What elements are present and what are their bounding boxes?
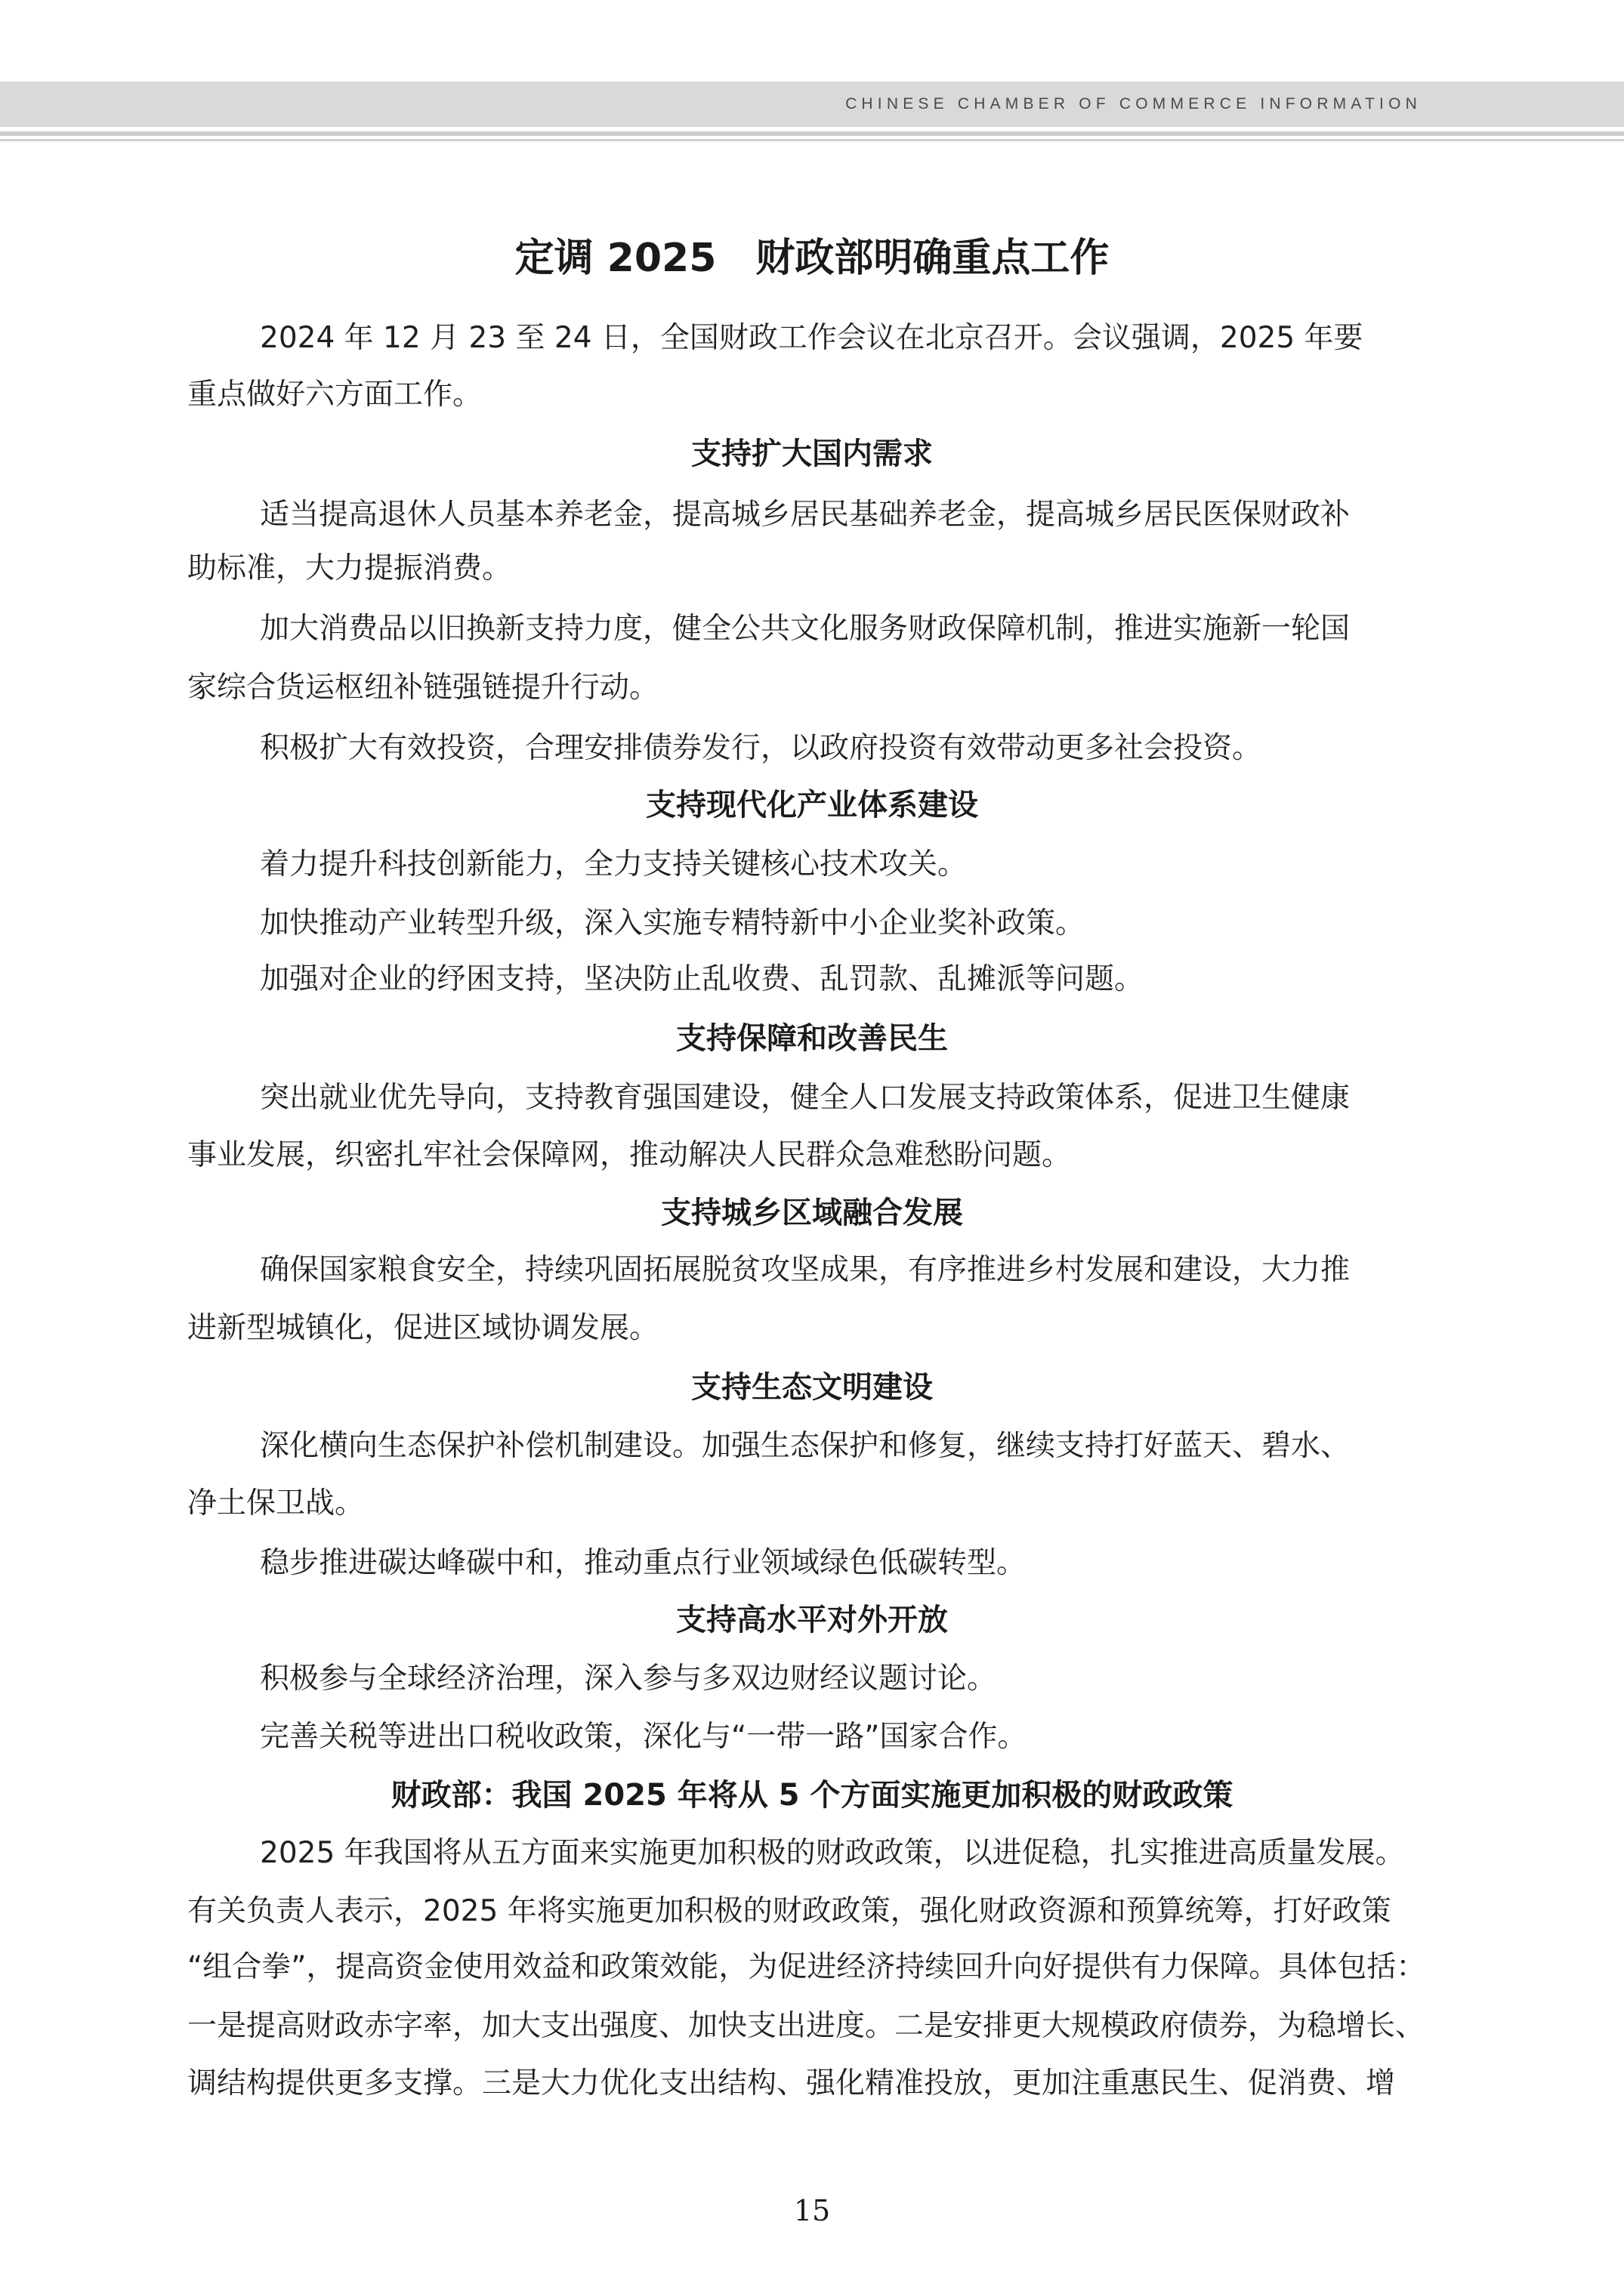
intro-line: 2024 年 12 月 23 至 24 日，全国财政工作会议在北京召开。会议强调，2025 年要 (260, 321, 1363, 355)
paragraph-line: 完善关税等进出口税收政策，深化与“一带一路”国家合作。 (260, 1720, 1027, 1754)
page-number: 15 (793, 2194, 831, 2227)
article-title: 定调 2025 财政部明确重点工作 (514, 236, 1110, 281)
paragraph-line: 有关负责人表示，2025 年将实施更加积极的财政政策，强化财政资源和预算统筹，打好政策 (187, 1894, 1391, 1928)
paragraph-line: 助标准，大力提振消费。 (187, 551, 512, 585)
paragraph-line: 加快推动产业转型升级，深入实施专精特新中小企业奖补政策。 (260, 906, 1085, 940)
paragraph-line: 调结构提供更多支撑。三是大力优化支出结构、强化精准投放，更加注重惠民生、促消费、增 (187, 2066, 1396, 2100)
section-heading: 支持生态文明建设 (691, 1370, 933, 1405)
paragraph-line: 深化横向生态保护补偿机制建设。加强生态保护和修复，继续支持打好蓝天、碧水、 (260, 1429, 1351, 1463)
section-heading: 支持城乡区域融合发展 (661, 1196, 963, 1230)
paragraph-line: 净土保卫战。 (187, 1486, 365, 1520)
paragraph-line: 确保国家粮食安全，持续巩固拓展脱贫攻坚成果，有序推进乡村发展和建设，大力推 (260, 1253, 1351, 1287)
paragraph-line: 着力提升科技创新能力，全力支持关键核心技术攻关。 (260, 847, 968, 881)
paragraph-line: 事业发展，织密扎牢社会保障网，推动解决人民群众急难愁盼问题。 (187, 1138, 1072, 1172)
section-heading: 财政部：我国 2025 年将从 5 个方面实施更加积极的财政政策 (391, 1778, 1233, 1813)
paragraph-line: 突出就业优先导向，支持教育强国建设，健全人口发展支持政策体系，促进卫生健康 (260, 1081, 1351, 1115)
running-title: CHINESE CHAMBER OF COMMERCE INFORMATION (845, 95, 1422, 113)
paragraph-line: 加大消费品以旧换新支持力度，健全公共文化服务财政保障机制，推进实施新一轮国 (260, 612, 1351, 646)
header-rule-thin (0, 139, 1624, 141)
paragraph-line: 家综合货运枢纽补链强链提升行动。 (187, 671, 659, 705)
paragraph-line: “组合拳”，提高资金使用效益和政策效能，为促进经济持续回升向好提供有力保障。具体包括： (187, 1950, 1426, 1984)
section-heading: 支持现代化产业体系建设 (646, 788, 978, 822)
paragraph-line: 进新型城镇化，促进区域协调发展。 (187, 1311, 659, 1345)
section-heading: 支持保障和改善民生 (676, 1021, 948, 1056)
intro-line: 重点做好六方面工作。 (187, 378, 483, 412)
paragraph-line: 稳步推进碳达峰碳中和，推动重点行业领域绿色低碳转型。 (260, 1546, 1027, 1580)
header-rule (0, 131, 1624, 136)
paragraph-line: 2025 年我国将从五方面来实施更加积极的财政政策，以进促稳，扎实推进高质量发展。 (260, 1836, 1405, 1870)
paragraph-line: 一是提高财政赤字率，加大支出强度、加快支出进度。二是安排更大规模政府债券，为稳增长、 (187, 2009, 1425, 2043)
paragraph-line: 积极扩大有效投资，合理安排债券发行，以政府投资有效带动更多社会投资。 (260, 731, 1262, 765)
section-heading: 支持扩大国内需求 (691, 437, 933, 471)
paragraph-line: 适当提高退休人员基本养老金，提高城乡居民基础养老金，提高城乡居民医保财政补 (260, 498, 1351, 532)
section-heading: 支持高水平对外开放 (676, 1603, 948, 1637)
paragraph-line: 积极参与全球经济治理，深入参与多双边财经议题讨论。 (260, 1662, 997, 1696)
paragraph-line: 加强对企业的纾困支持，坚决防止乱收费、乱罚款、乱摊派等问题。 (260, 962, 1144, 996)
